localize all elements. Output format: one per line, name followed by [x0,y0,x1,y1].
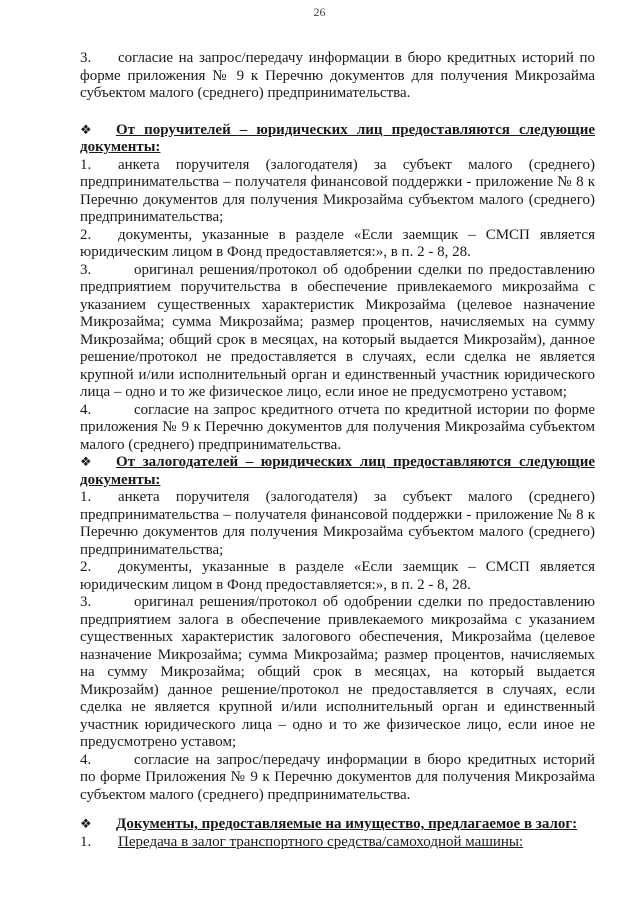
item-text: согласие на запрос/передачу информации в бюро кредитных историй по форме приложения № 9 к Перечню документов для получения Микрозайма субъектом малого (среднего) предпринимательства. [80,50,595,101]
diamond-bullet-icon: ❖ [80,122,92,138]
list-item: 1. Передача в залог транспортного средства/самоходной машины: [80,833,524,850]
diamond-bullet-icon: ❖ [80,455,92,470]
diamond-bullet-icon: ❖ [80,817,92,832]
list-item: 4. согласие на запрос кредитного отчета по кредитной истории по форме приложения № 9 к Перечню документов для получения Микрозайма субъектом малого (среднего) предпринимательства. [80,401,595,453]
list-item: 2. документы, указанные в разделе «Если заемщик – СМСП является юридическим лицом в Фонд предоставляется:», в п. 2 - 8, 28. [80,559,595,593]
section-title: От поручителей – юридических лиц предоставляются следующие документы: [80,121,595,155]
section-heading-guarantors [80,122,595,157]
list-item: 1. анкета поручителя (залогодателя) за субъект малого (среднего) предпринимательства – получателя финансовой поддержки - приложение № 8 к Перечню документов для получения Микрозайма субъектом малого (среднего) предпринимательства; [80,156,595,225]
section-title: Документы, предоставляемые на имущество, предлагаемое в залог: [116,816,578,832]
page-number: 26 [313,5,326,19]
section-heading-pledgers [80,454,595,489]
list-item: 3. оригинал решения/протокол об одобрении сделки по предоставлению предприятием залога в обеспечение привлекаемого микрозайма с указанием существенных характеристик залогового обеспечения, Микрозайма (целевое назначение Микрозайма; сумма Микрозайма; размер процентов, начисляемых на сумму Микрозайма; общий срок в месяцах, на который выдается Микрозайм) данное решение/протокол не предоставляется в случаях, если сделка не является крупной и/или исполнительный орган и единственный участник юридического лица – одно и то же физическое лицо, если иное не предусмотрено уставом; [80,594,595,750]
document-body [80,50,595,851]
list-item: 4. согласие на запрос/передачу информации в бюро кредитных историй по форме Приложения № 9 к Перечню документов для получения Микрозайма субъектом малого (среднего) предпринимательства. [80,751,595,803]
list-item: 1. анкета поручителя (залогодателя) за субъект малого (среднего) предпринимательства – получателя финансовой поддержки - приложение № 8 к Перечню документов для получения Микрозайма субъектом малого (среднего) предпринимательства; [80,489,595,558]
intro-item-3 [80,50,595,103]
list-item: 2. документы, указанные в разделе «Если заемщик – СМСП является юридическим лицом в Фонд предоставляется:», в п. 2 - 8, 28. [80,226,595,260]
section-title: От залогодателей – юридических лиц предоставляются следующие документы: [80,454,595,488]
item-number: 3. [80,50,92,66]
list-item: 3. оригинал решения/протокол об одобрении сделки по предоставлению предприятием поручительства в обеспечение привлекаемого микрозайма с указанием существенных характеристик Микрозайма (целевое назначение Микрозайма; сумма Микрозайма; размер процентов, начисляемых на сумму Микрозайма; общий срок в месяцах, на который выдается Микрозайм), данное решение/протокол не предоставляется в случаях, если сделка не является крупной и/или исполнительный орган и единственный участник юридического лица – одно и то же физическое лицо, если иное не предусмотрено уставом; [80,261,595,400]
section-heading-collateral [80,816,595,834]
